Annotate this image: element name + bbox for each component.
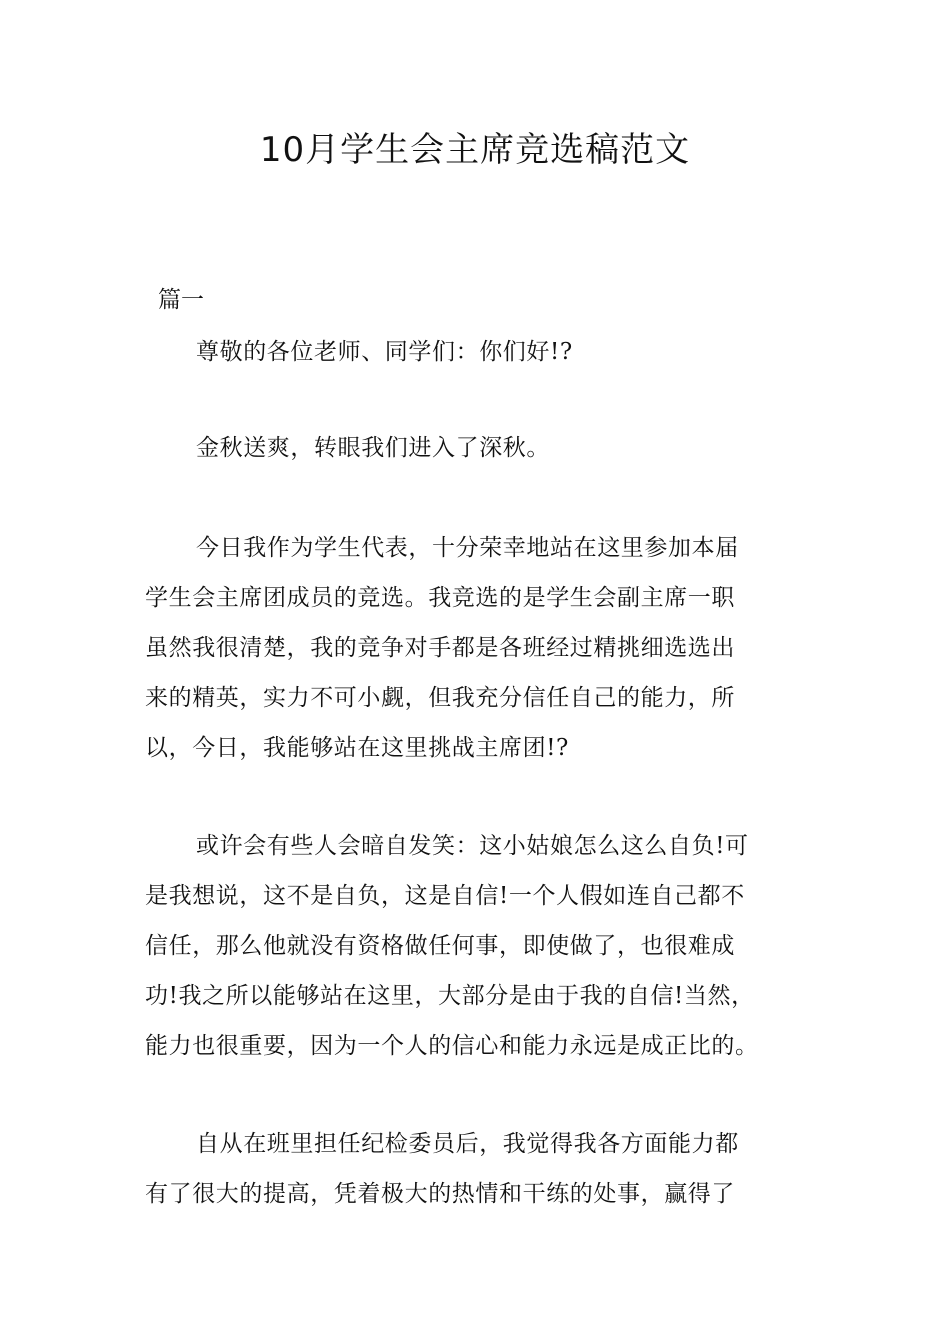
paragraph-4-line-5: 能力也很重要，因为一个人的信心和能力永远是成正比的。 (145, 1033, 759, 1059)
paragraph-3-line-5: 以，今日，我能够站在这里挑战主席团!? (145, 735, 569, 761)
document-title: 10月学生会主席竞选稿范文 (259, 130, 691, 170)
paragraph-4-line-4: 功!我之所以能够站在这里，大部分是由于我的自信!当然， (145, 983, 755, 1009)
paragraph-5-line-1: 自从在班里担任纪检委员后，我觉得我各方面能力都 (196, 1131, 739, 1157)
paragraph-3-line-1: 今日我作为学生代表，十分荣幸地站在这里参加本届 (196, 535, 739, 561)
paragraph-3-line-4: 来的精英，实力不可小觑，但我充分信任自己的能力，所 (145, 685, 735, 711)
paragraph-4-line-1: 或许会有些人会暗自发笑：这小姑娘怎么这么自负!可 (196, 833, 749, 859)
paragraph-2-line-1: 金秋送爽，转眼我们进入了深秋。 (196, 435, 550, 461)
paragraph-3-line-2: 学生会主席团成员的竞选。我竞选的是学生会副主席一职 (145, 585, 735, 611)
paragraph-5-line-2: 有了很大的提高，凭着极大的热情和干练的处事，赢得了 (145, 1181, 735, 1207)
paragraph-4-line-2: 是我想说，这不是自负，这是自信!一个人假如连自己都不 (145, 883, 745, 909)
section-label: 篇一 (158, 287, 204, 313)
paragraph-4-line-3: 信任，那么他就没有资格做任何事，即使做了，也很难成 (145, 933, 735, 959)
paragraph-3-line-3: 虽然我很清楚，我的竞争对手都是各班经过精挑细选选出 (145, 635, 735, 661)
paragraph-1-line-1: 尊敬的各位老师、同学们：你们好!? (196, 339, 573, 365)
